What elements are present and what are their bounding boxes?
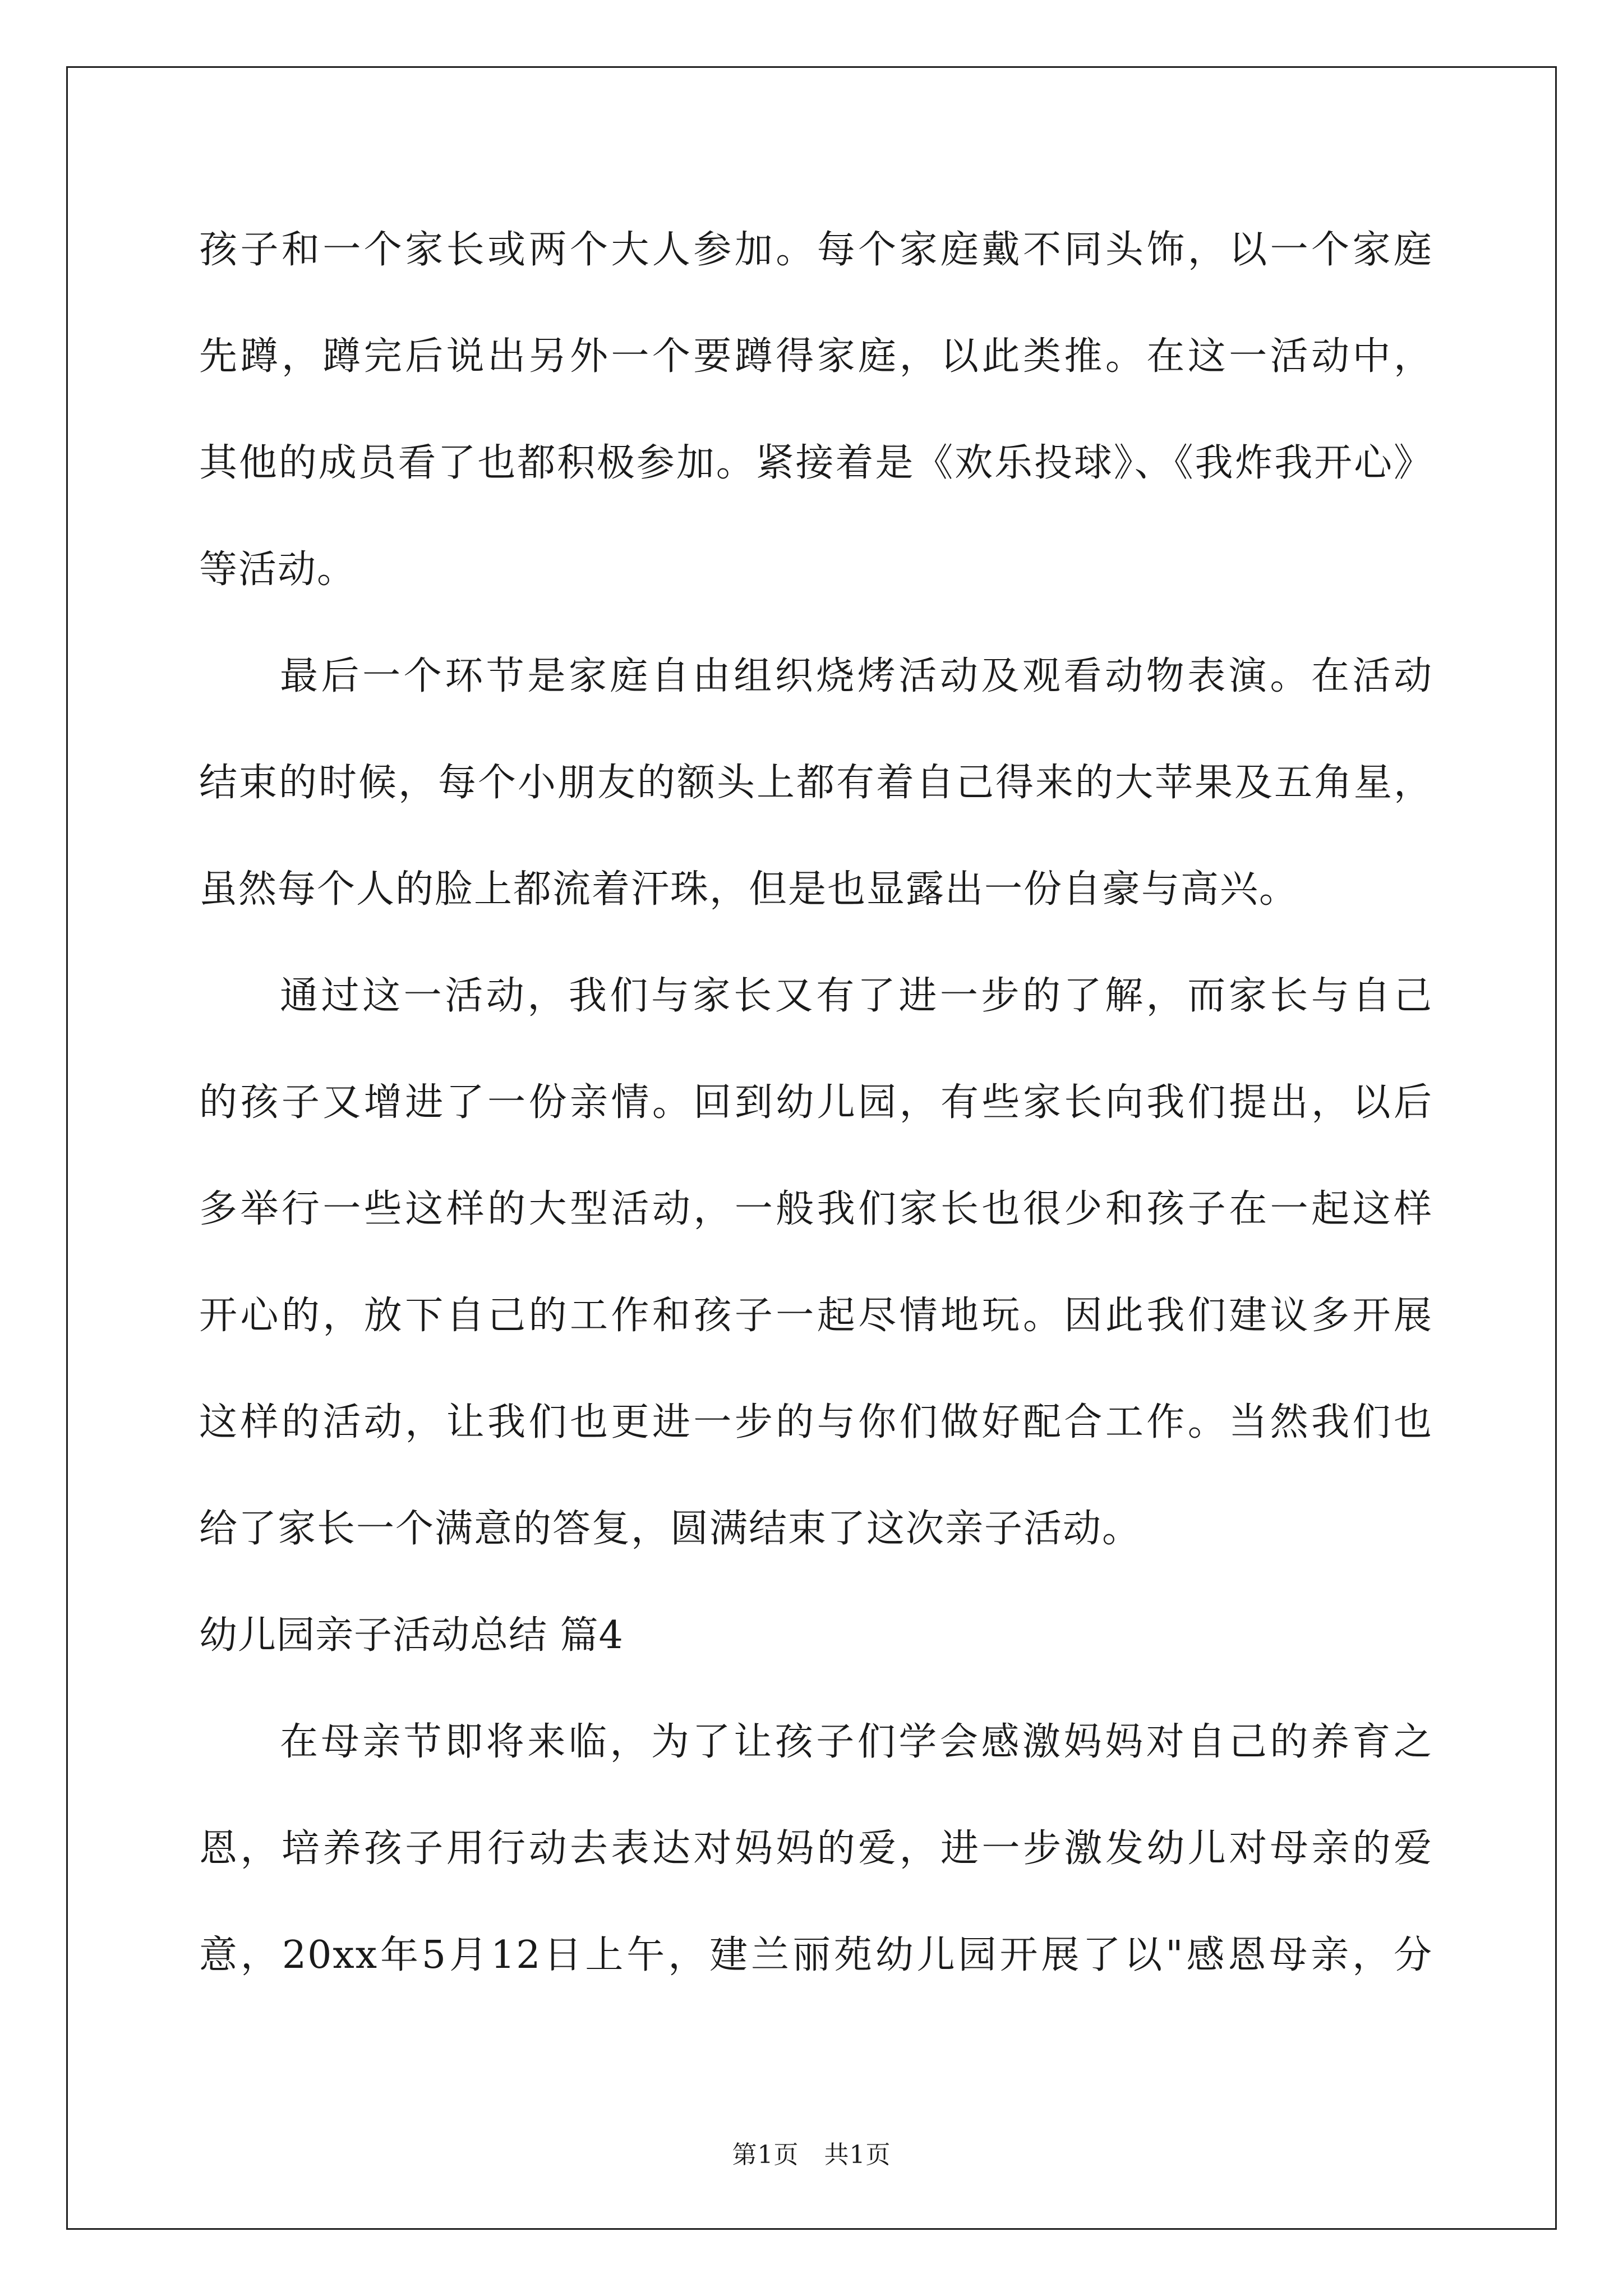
- paragraph-line: 意，20xx年5月12日上午，建兰丽苑幼儿园开展了以"感恩母亲，分: [199, 1933, 1433, 1977]
- paragraph-line: 恩，培养孩子用行动去表达对妈妈的爱，进一步激发幼儿对母亲的爱: [199, 1826, 1433, 1871]
- paragraph-line: 结束的时候，每个小朋友的额头上都有着自己得来的大苹果及五角星，: [199, 761, 1433, 805]
- paragraph-line: 最后一个环节是家庭自由组织烧烤活动及观看动物表演。在活动: [280, 654, 1433, 698]
- paragraph-line: 孩子和一个家长或两个大人参加。每个家庭戴不同头饰，以一个家庭: [199, 228, 1433, 272]
- paragraph-line: 的孩子又增进了一份亲情。回到幼儿园，有些家长向我们提出，以后: [199, 1080, 1433, 1125]
- paragraph-line: 虽然每个人的脸上都流着汗珠，但是也显露出一份自豪与高兴。: [199, 867, 1299, 912]
- paragraph-line: 这样的活动，让我们也更进一步的与你们做好配合工作。当然我们也: [199, 1400, 1433, 1444]
- paragraph-line: 等活动。: [199, 547, 357, 592]
- paragraph-line: 在母亲节即将来临，为了让孩子们学会感激妈妈对自己的养育之: [280, 1720, 1433, 1764]
- paragraph-line: 先蹲，蹲完后说出另外一个要蹲得家庭，以此类推。在这一活动中，: [199, 334, 1433, 379]
- section-heading: 幼儿园亲子活动总结 篇4: [199, 1613, 624, 1658]
- paragraph-line: 多举行一些这样的大型活动，一般我们家长也很少和孩子在一起这样: [199, 1187, 1433, 1231]
- paragraph-line: 其他的成员看了也都积极参加。紧接着是《欢乐投球》、《我炸我开心》: [199, 441, 1433, 485]
- document-body: [199, 206, 1433, 2018]
- page-footer: 第1页 共1页: [732, 2141, 891, 2169]
- paragraph-line: 给了家长一个满意的答复，圆满结束了这次亲子活动。: [199, 1507, 1142, 1551]
- paragraph-line: 开心的，放下自己的工作和孩子一起尽情地玩。因此我们建议多开展: [199, 1294, 1433, 1338]
- paragraph-line: 通过这一活动，我们与家长又有了进一步的了解，而家长与自己: [280, 974, 1433, 1018]
